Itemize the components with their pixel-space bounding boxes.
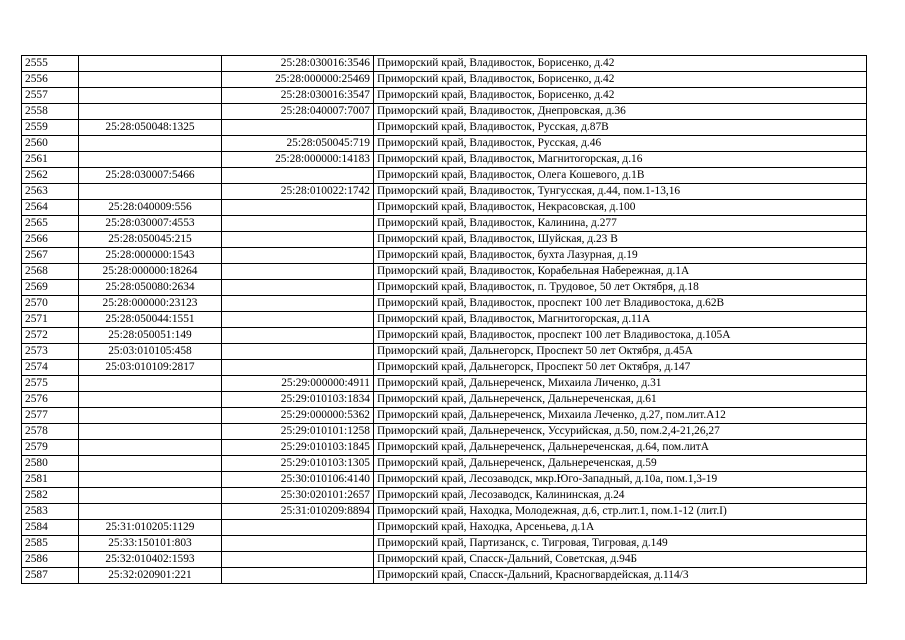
- address-cell: Приморский край, Партизанск, с. Тигровая, Тигровая, д.149: [374, 536, 867, 552]
- table-row: [22, 88, 867, 104]
- address-cell: Приморский край, Дальнереченск, Михаила Личенко, д.31: [374, 376, 867, 392]
- cadastral-number-cell-a: 25:33:150101:803: [79, 536, 222, 552]
- address-cell: Приморский край, Дальнегорск, Проспект 50 лет Октября, д.147: [374, 360, 867, 376]
- table-row: [22, 56, 867, 72]
- address-cell: Приморский край, Владивосток, Борисенко, д.42: [374, 72, 867, 88]
- row-number-cell: 2571: [22, 312, 79, 328]
- table-row: [22, 376, 867, 392]
- table-row: [22, 552, 867, 568]
- table-row: [22, 296, 867, 312]
- cadastral-number-cell-a: 25:28:050045:215: [79, 232, 222, 248]
- cadastral-number-cell-a: [79, 88, 222, 104]
- cadastral-number-cell-b: [222, 536, 374, 552]
- table-row: [22, 328, 867, 344]
- cadastral-number-cell-a: 25:28:050051:149: [79, 328, 222, 344]
- table-row: [22, 392, 867, 408]
- cadastral-number-cell-b: [222, 568, 374, 584]
- row-number-cell: 2562: [22, 168, 79, 184]
- row-number-cell: 2555: [22, 56, 79, 72]
- cadastral-number-cell-a: 25:28:030007:5466: [79, 168, 222, 184]
- row-number-cell: 2564: [22, 200, 79, 216]
- row-number-cell: 2567: [22, 248, 79, 264]
- cadastral-number-cell-b: 25:29:010103:1305: [222, 456, 374, 472]
- cadastral-number-cell-b: 25:29:000000:4911: [222, 376, 374, 392]
- cadastral-number-cell-b: [222, 200, 374, 216]
- cadastral-number-cell-a: 25:28:030007:4553: [79, 216, 222, 232]
- address-cell: Приморский край, Владивосток, Магнитогорская, д.16: [374, 152, 867, 168]
- address-cell: Приморский край, Владивосток, Тунгусская, д.44, пом.1-13,16: [374, 184, 867, 200]
- row-number-cell: 2560: [22, 136, 79, 152]
- row-number-cell: 2557: [22, 88, 79, 104]
- table-row: [22, 216, 867, 232]
- row-number-cell: 2573: [22, 344, 79, 360]
- cadastral-number-cell-b: [222, 248, 374, 264]
- row-number-cell: 2569: [22, 280, 79, 296]
- cadastral-number-cell-a: 25:28:050080:2634: [79, 280, 222, 296]
- cadastral-number-cell-a: 25:28:000000:18264: [79, 264, 222, 280]
- address-cell: Приморский край, Спасск-Дальний, Красногвардейская, д.114/3: [374, 568, 867, 584]
- cadastral-number-cell-a: 25:28:000000:1543: [79, 248, 222, 264]
- cadastral-number-cell-a: 25:28:040009:556: [79, 200, 222, 216]
- row-number-cell: 2580: [22, 456, 79, 472]
- cadastral-number-cell-a: [79, 456, 222, 472]
- table-row: [22, 248, 867, 264]
- row-number-cell: 2577: [22, 408, 79, 424]
- cadastral-number-cell-b: [222, 168, 374, 184]
- row-number-cell: 2574: [22, 360, 79, 376]
- cadastral-number-cell-a: [79, 376, 222, 392]
- table-row: [22, 280, 867, 296]
- cadastral-number-cell-a: [79, 424, 222, 440]
- address-cell: Приморский край, Дальнегорск, Проспект 50 лет Октября, д.45А: [374, 344, 867, 360]
- table-row: [22, 536, 867, 552]
- cadastral-number-cell-b: 25:31:010209:8894: [222, 504, 374, 520]
- row-number-cell: 2586: [22, 552, 79, 568]
- row-number-cell: 2568: [22, 264, 79, 280]
- table-row: [22, 264, 867, 280]
- cadastral-number-cell-b: [222, 280, 374, 296]
- row-number-cell: 2556: [22, 72, 79, 88]
- cadastral-number-cell-b: [222, 328, 374, 344]
- cadastral-number-cell-a: [79, 488, 222, 504]
- address-cell: Приморский край, Владивосток, Калинина, д.277: [374, 216, 867, 232]
- address-cell: Приморский край, Владивосток, Магнитогорская, д.11А: [374, 312, 867, 328]
- cadastral-number-cell-b: 25:30:010106:4140: [222, 472, 374, 488]
- table-row: [22, 120, 867, 136]
- table-row: [22, 360, 867, 376]
- registry-table-body: [22, 56, 867, 584]
- cadastral-number-cell-b: [222, 552, 374, 568]
- row-number-cell: 2578: [22, 424, 79, 440]
- cadastral-number-cell-b: 25:28:050045:719: [222, 136, 374, 152]
- cadastral-number-cell-b: [222, 360, 374, 376]
- cadastral-number-cell-b: 25:28:000000:25469: [222, 72, 374, 88]
- cadastral-number-cell-a: [79, 104, 222, 120]
- table-row: [22, 104, 867, 120]
- table-row: [22, 456, 867, 472]
- address-cell: Приморский край, Дальнереченск, Дальнереченская, д.64, пом.литА: [374, 440, 867, 456]
- cadastral-number-cell-a: [79, 152, 222, 168]
- address-cell: Приморский край, Владивосток, Русская, д.87В: [374, 120, 867, 136]
- row-number-cell: 2576: [22, 392, 79, 408]
- address-cell: Приморский край, Владивосток, Борисенко, д.42: [374, 88, 867, 104]
- address-cell: Приморский край, Владивосток, бухта Лазурная, д.19: [374, 248, 867, 264]
- table-row: [22, 344, 867, 360]
- row-number-cell: 2561: [22, 152, 79, 168]
- cadastral-number-cell-a: 25:32:010402:1593: [79, 552, 222, 568]
- cadastral-number-cell-a: [79, 440, 222, 456]
- cadastral-number-cell-a: 25:28:050044:1551: [79, 312, 222, 328]
- address-cell: Приморский край, Дальнереченск, Михаила Леченко, д.27, пом.лит.А12: [374, 408, 867, 424]
- cadastral-number-cell-b: [222, 264, 374, 280]
- table-row: [22, 72, 867, 88]
- row-number-cell: 2584: [22, 520, 79, 536]
- property-registry-table: [21, 55, 867, 584]
- table-row: [22, 568, 867, 584]
- cadastral-number-cell-a: [79, 72, 222, 88]
- cadastral-number-cell-b: 25:28:010022:1742: [222, 184, 374, 200]
- cadastral-number-cell-b: [222, 232, 374, 248]
- row-number-cell: 2579: [22, 440, 79, 456]
- address-cell: Приморский край, Владивосток, Русская, д.46: [374, 136, 867, 152]
- row-number-cell: 2566: [22, 232, 79, 248]
- cadastral-number-cell-b: 25:29:010103:1845: [222, 440, 374, 456]
- cadastral-number-cell-b: [222, 120, 374, 136]
- cadastral-number-cell-b: [222, 312, 374, 328]
- row-number-cell: 2563: [22, 184, 79, 200]
- cadastral-number-cell-a: 25:03:010105:458: [79, 344, 222, 360]
- address-cell: Приморский край, Владивосток, Олега Кошевого, д.1В: [374, 168, 867, 184]
- row-number-cell: 2587: [22, 568, 79, 584]
- row-number-cell: 2585: [22, 536, 79, 552]
- table-row: [22, 312, 867, 328]
- row-number-cell: 2558: [22, 104, 79, 120]
- address-cell: Приморский край, Лесозаводск, Калининская, д.24: [374, 488, 867, 504]
- cadastral-number-cell-b: 25:28:000000:14183: [222, 152, 374, 168]
- cadastral-number-cell-b: 25:28:040007:7007: [222, 104, 374, 120]
- table-row: [22, 136, 867, 152]
- cadastral-number-cell-b: 25:30:020101:2657: [222, 488, 374, 504]
- address-cell: Приморский край, Дальнереченск, Дальнереченская, д.61: [374, 392, 867, 408]
- cadastral-number-cell-a: [79, 56, 222, 72]
- cadastral-number-cell-b: 25:28:030016:3547: [222, 88, 374, 104]
- cadastral-number-cell-b: 25:28:030016:3546: [222, 56, 374, 72]
- row-number-cell: 2575: [22, 376, 79, 392]
- address-cell: Приморский край, Дальнереченск, Уссурийская, д.50, пом.2,4-21,26,27: [374, 424, 867, 440]
- row-number-cell: 2572: [22, 328, 79, 344]
- table-row: [22, 520, 867, 536]
- address-cell: Приморский край, Владивосток, проспект 100 лет Владивостока, д.105А: [374, 328, 867, 344]
- cadastral-number-cell-a: 25:32:020901:221: [79, 568, 222, 584]
- table-row: [22, 440, 867, 456]
- table-row: [22, 424, 867, 440]
- cadastral-number-cell-b: [222, 344, 374, 360]
- cadastral-number-cell-a: [79, 184, 222, 200]
- cadastral-number-cell-a: 25:28:000000:23123: [79, 296, 222, 312]
- row-number-cell: 2583: [22, 504, 79, 520]
- address-cell: Приморский край, Спасск-Дальний, Советская, д.94Б: [374, 552, 867, 568]
- address-cell: Приморский край, Владивосток, Борисенко, д.42: [374, 56, 867, 72]
- table-row: [22, 168, 867, 184]
- cadastral-number-cell-b: [222, 216, 374, 232]
- table-row: [22, 472, 867, 488]
- row-number-cell: 2565: [22, 216, 79, 232]
- table-row: [22, 504, 867, 520]
- cadastral-number-cell-a: 25:28:050048:1325: [79, 120, 222, 136]
- table-row: [22, 408, 867, 424]
- cadastral-number-cell-b: [222, 520, 374, 536]
- cadastral-number-cell-b: 25:29:010101:1258: [222, 424, 374, 440]
- cadastral-number-cell-a: [79, 504, 222, 520]
- cadastral-number-cell-a: [79, 472, 222, 488]
- address-cell: Приморский край, Дальнереченск, Дальнереченская, д.59: [374, 456, 867, 472]
- row-number-cell: 2570: [22, 296, 79, 312]
- address-cell: Приморский край, Владивосток, п. Трудовое, 50 лет Октября, д.18: [374, 280, 867, 296]
- row-number-cell: 2581: [22, 472, 79, 488]
- address-cell: Приморский край, Находка, Молодежная, д.6, стр.лит.1, пом.1-12 (лит.I): [374, 504, 867, 520]
- address-cell: Приморский край, Владивосток, проспект 100 лет Владивостока, д.62В: [374, 296, 867, 312]
- cadastral-number-cell-b: [222, 296, 374, 312]
- table-row: [22, 232, 867, 248]
- cadastral-number-cell-a: 25:31:010205:1129: [79, 520, 222, 536]
- table-row: [22, 200, 867, 216]
- cadastral-number-cell-a: [79, 408, 222, 424]
- table-row: [22, 152, 867, 168]
- table-row: [22, 488, 867, 504]
- address-cell: Приморский край, Владивосток, Днепровская, д.36: [374, 104, 867, 120]
- cadastral-number-cell-b: 25:29:010103:1834: [222, 392, 374, 408]
- cadastral-number-cell-a: 25:03:010109:2817: [79, 360, 222, 376]
- row-number-cell: 2559: [22, 120, 79, 136]
- cadastral-number-cell-b: 25:29:000000:5362: [222, 408, 374, 424]
- address-cell: Приморский край, Находка, Арсеньева, д.1А: [374, 520, 867, 536]
- address-cell: Приморский край, Владивосток, Шуйская, д.23 В: [374, 232, 867, 248]
- cadastral-number-cell-a: [79, 136, 222, 152]
- table-row: [22, 184, 867, 200]
- cadastral-number-cell-a: [79, 392, 222, 408]
- address-cell: Приморский край, Владивосток, Некрасовская, д.100: [374, 200, 867, 216]
- address-cell: Приморский край, Лесозаводск, мкр.Юго-Западный, д.10а, пом.1,3-19: [374, 472, 867, 488]
- address-cell: Приморский край, Владивосток, Корабельная Набережная, д.1А: [374, 264, 867, 280]
- row-number-cell: 2582: [22, 488, 79, 504]
